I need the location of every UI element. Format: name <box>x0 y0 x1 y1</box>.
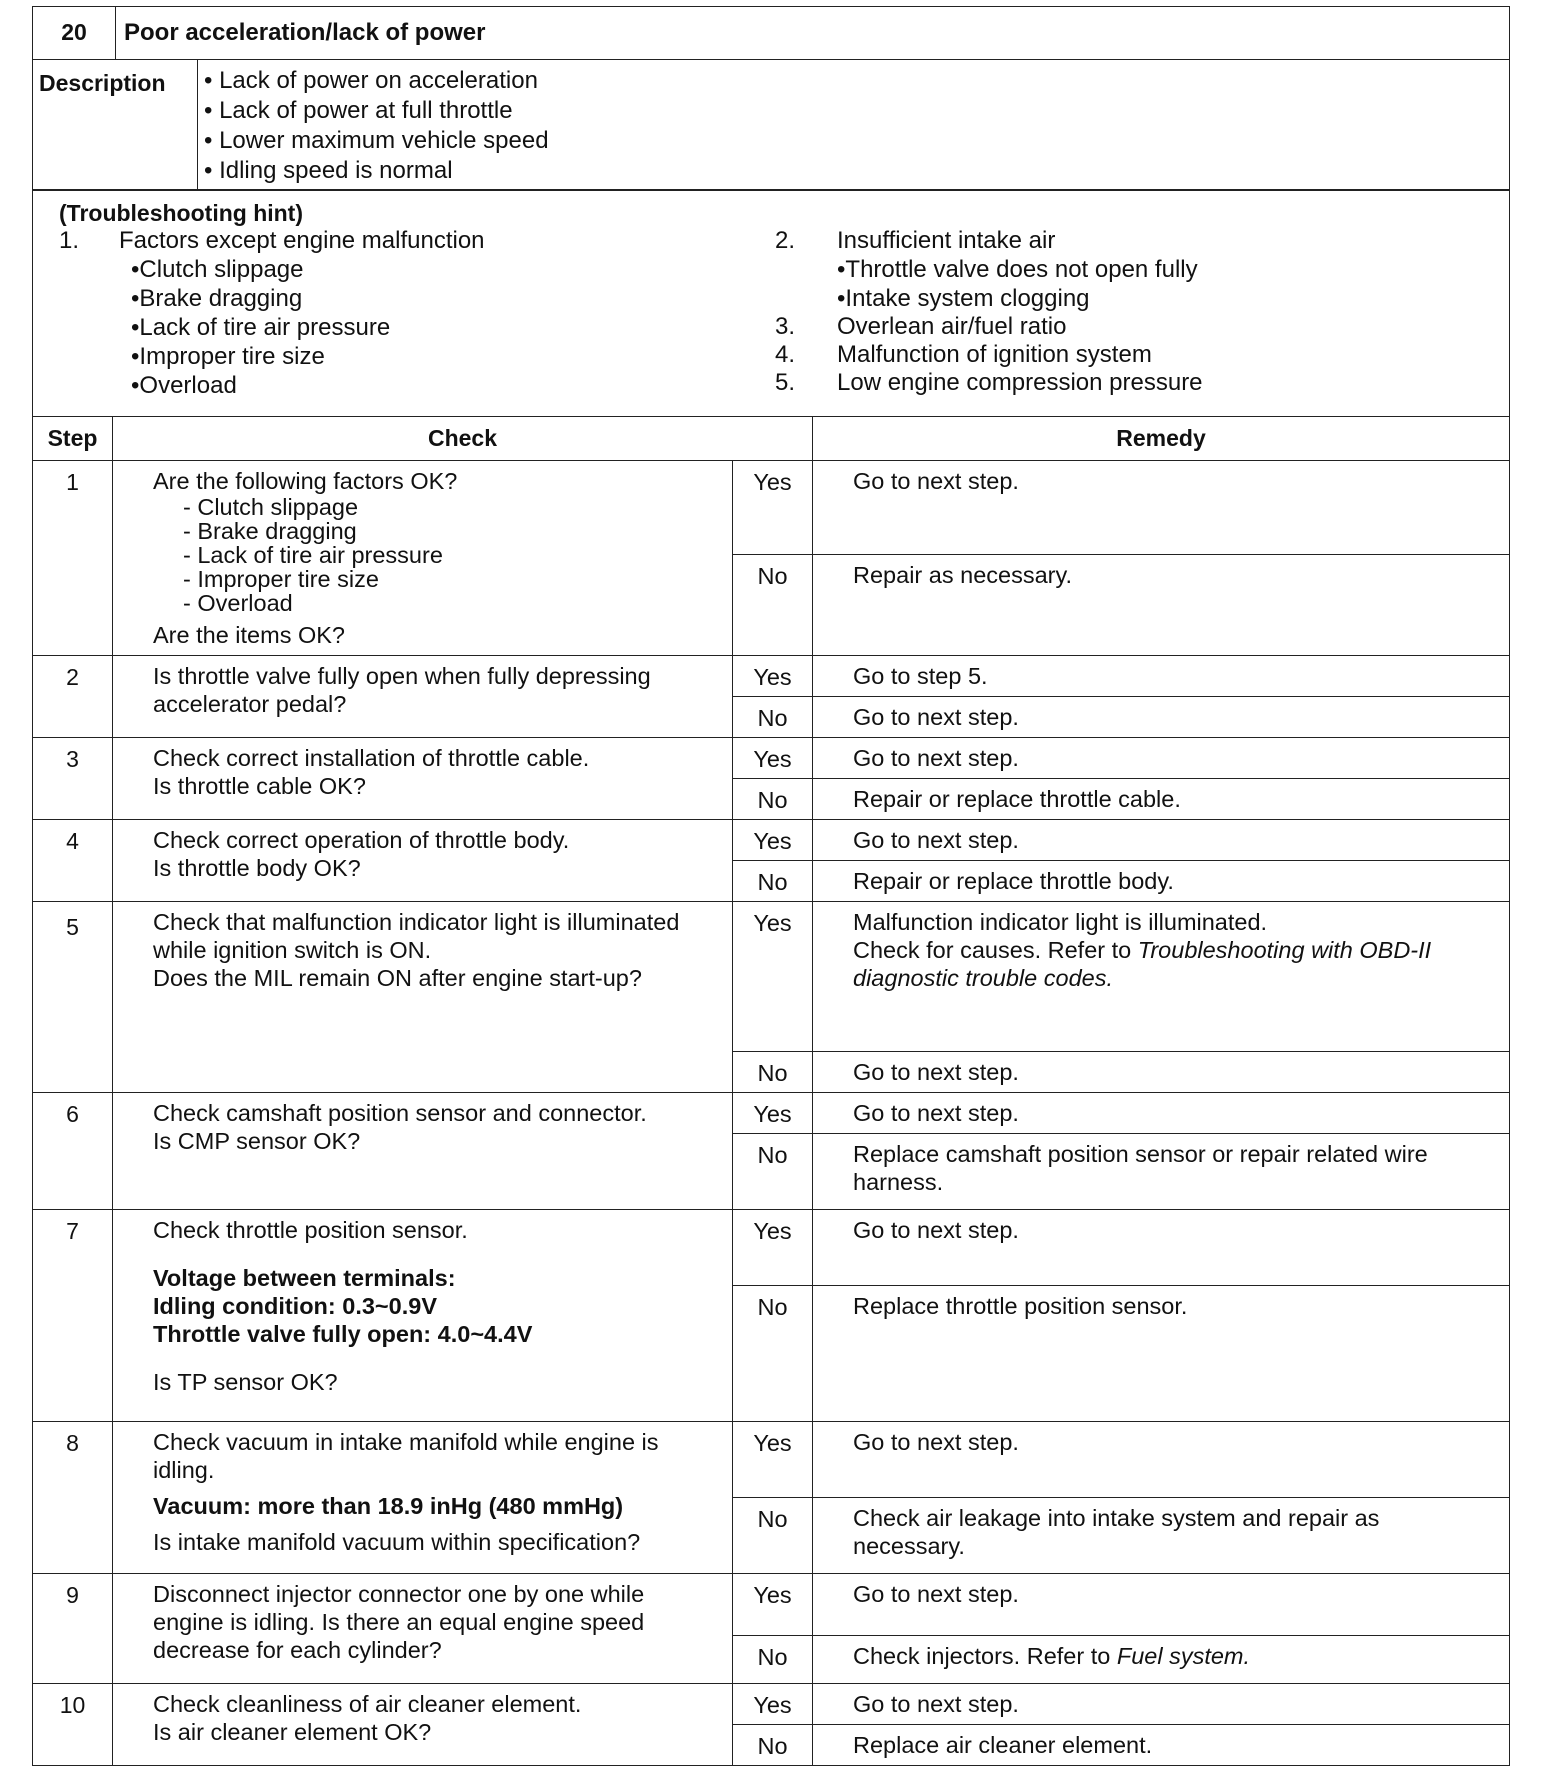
description-item: • Lack of power on acceleration <box>204 66 1503 96</box>
table-row <box>33 1209 1510 1285</box>
remedy-reference-link[interactable]: Troubleshooting with OBD-II diagnostic trouble codes. <box>853 936 1432 991</box>
no-label: No <box>733 1724 813 1765</box>
remedy-yes: Go to next step. <box>813 819 1510 860</box>
check-text: Is throttle body OK? <box>153 854 361 881</box>
remedy-no: Go to next step. <box>813 1051 1510 1092</box>
remedy-text: Malfunction indicator light is illuminated. <box>853 908 1268 935</box>
hint-text: Factors except engine malfunction <box>119 227 485 254</box>
remedy-yes: Go to next step. <box>813 737 1510 778</box>
hint-subitem: • Intake system clogging <box>775 284 1491 313</box>
hint-subitem: • Improper tire size <box>59 342 775 371</box>
section-title: Poor acceleration/lack of power <box>116 7 1510 60</box>
check-cell <box>113 1092 733 1209</box>
steps-table <box>32 416 1510 1766</box>
check-cell <box>113 1209 733 1421</box>
check-cell <box>113 1573 733 1683</box>
hint-text: Overlean air/fuel ratio <box>837 313 1067 340</box>
header-table <box>32 6 1510 60</box>
hint-text: Malfunction of ignition system <box>837 341 1152 368</box>
hint-text: Low engine compression pressure <box>837 369 1203 396</box>
spec-title: Voltage between terminals: <box>153 1264 456 1291</box>
remedy-yes: Go to step 5. <box>813 655 1510 696</box>
check-text: Check cleanliness of air cleaner element. <box>153 1690 582 1717</box>
check-cell <box>113 460 733 655</box>
check-text: Is CMP sensor OK? <box>153 1127 361 1154</box>
no-label: No <box>733 1635 813 1683</box>
yes-label: Yes <box>733 655 813 696</box>
check-question: Are the items OK? <box>153 621 345 648</box>
table-row <box>33 1683 1510 1724</box>
table-row <box>33 1573 1510 1635</box>
troubleshooting-hint <box>33 190 1510 417</box>
check-text: Disconnect injector connector one by one while <box>153 1580 645 1607</box>
column-header-check: Check <box>113 416 813 460</box>
yes-label: Yes <box>733 737 813 778</box>
remedy-no: Replace air cleaner element. <box>813 1724 1510 1765</box>
yes-label: Yes <box>733 1573 813 1635</box>
check-cell <box>113 655 733 737</box>
remedy-reference-link[interactable]: Fuel system. <box>1116 1642 1251 1669</box>
table-row <box>33 1092 1510 1133</box>
yes-label: Yes <box>733 901 813 1051</box>
description-label: Description <box>33 59 198 190</box>
remedy-no: Repair as necessary. <box>813 554 1510 655</box>
hint-subitem: • Throttle valve does not open fully <box>775 255 1491 284</box>
hint-number: 4. <box>775 341 796 368</box>
check-subitem: - Overload <box>183 589 293 616</box>
hint-number: 5. <box>775 369 796 396</box>
description-table <box>32 59 1510 191</box>
step-number: 5 <box>33 901 113 1092</box>
column-header-remedy: Remedy <box>813 416 1510 460</box>
check-subitem: - Clutch slippage <box>183 493 359 520</box>
remedy-no: Check air leakage into intake system and repair as necessary. <box>813 1497 1510 1573</box>
remedy-yes: Go to next step. <box>813 1421 1510 1497</box>
table-row <box>33 460 1510 554</box>
check-question: Is TP sensor OK? <box>153 1368 338 1395</box>
no-label: No <box>733 1497 813 1573</box>
yes-label: Yes <box>733 1421 813 1497</box>
step-number: 1 <box>33 460 113 655</box>
hint-title: (Troubleshooting hint) <box>59 200 304 226</box>
no-label: No <box>733 1051 813 1092</box>
hint-number: 1. <box>59 227 80 254</box>
table-row <box>33 819 1510 860</box>
step-number: 3 <box>33 737 113 819</box>
check-text: accelerator pedal? <box>153 690 347 717</box>
check-text: while ignition switch is ON. <box>153 936 432 963</box>
check-cell <box>113 737 733 819</box>
remedy-yes: Go to next step. <box>813 1573 1510 1635</box>
check-text: Is air cleaner element OK? <box>153 1718 432 1745</box>
troubleshooting-sheet <box>32 6 1510 1766</box>
remedy-no: Replace camshaft position sensor or repair related wire harness. <box>813 1133 1510 1209</box>
table-row <box>33 1421 1510 1497</box>
step-number: 6 <box>33 1092 113 1209</box>
yes-label: Yes <box>733 1092 813 1133</box>
check-question: Does the MIL remain ON after engine start-up? <box>153 964 642 991</box>
step-number: 8 <box>33 1421 113 1573</box>
hint-subitem: • Overload <box>59 371 775 400</box>
description-item: • Lower maximum vehicle speed <box>204 126 1503 156</box>
hint-text: Insufficient intake air <box>837 227 1056 254</box>
hint-right-column <box>775 227 1491 400</box>
description-item: • Lack of power at full throttle <box>204 96 1503 126</box>
step-number: 7 <box>33 1209 113 1421</box>
column-header-step: Step <box>33 416 113 460</box>
check-text: Check vacuum in intake manifold while engine is idling. <box>153 1428 659 1483</box>
no-label: No <box>733 554 813 655</box>
no-label: No <box>733 1133 813 1209</box>
spec-value: Vacuum: more than 18.9 inHg (480 mmHg) <box>153 1492 624 1519</box>
check-cell <box>113 819 733 901</box>
check-cell <box>113 901 733 1092</box>
step-number: 9 <box>33 1573 113 1683</box>
check-text: Check throttle position sensor. <box>153 1216 468 1243</box>
remedy-text: Check injectors. Refer to <box>853 1642 1117 1669</box>
description-list <box>198 59 1510 190</box>
no-label: No <box>733 860 813 901</box>
no-label: No <box>733 1285 813 1421</box>
check-text: engine is idling. Is there an equal engine speed <box>153 1608 645 1635</box>
hint-table <box>32 189 1510 417</box>
check-text: Is throttle valve fully open when fully depressing <box>153 662 651 689</box>
check-text: Check that malfunction indicator light is illuminated <box>153 908 680 935</box>
no-label: No <box>733 696 813 737</box>
yes-label: Yes <box>733 819 813 860</box>
hint-subitem: • Brake dragging <box>59 284 775 313</box>
no-label: No <box>733 778 813 819</box>
table-row <box>33 737 1510 778</box>
check-text: Check correct operation of throttle body. <box>153 826 570 853</box>
remedy-no: Repair or replace throttle body. <box>813 860 1510 901</box>
yes-label: Yes <box>733 1683 813 1724</box>
remedy-yes: Go to next step. <box>813 1683 1510 1724</box>
check-cell <box>113 1421 733 1573</box>
remedy-text: Check for causes. Refer to <box>853 936 1138 963</box>
check-subitem: - Lack of tire air pressure <box>183 541 443 568</box>
remedy-no: Repair or replace throttle cable. <box>813 778 1510 819</box>
remedy-yes: Go to next step. <box>813 460 1510 554</box>
remedy-no: Replace throttle position sensor. <box>813 1285 1510 1421</box>
check-subitem: - Improper tire size <box>183 565 379 592</box>
table-row <box>33 901 1510 1051</box>
table-row <box>33 655 1510 696</box>
step-number: 10 <box>33 1683 113 1765</box>
check-subitem: - Brake dragging <box>183 517 357 544</box>
hint-left-column <box>59 227 775 400</box>
step-number: 4 <box>33 819 113 901</box>
hint-subitem: • Lack of tire air pressure <box>59 313 775 342</box>
yes-label: Yes <box>733 460 813 554</box>
step-number: 2 <box>33 655 113 737</box>
yes-label: Yes <box>733 1209 813 1285</box>
spec-value: Idling condition: 0.3~0.9V <box>153 1292 437 1319</box>
spec-value: Throttle valve fully open: 4.0~4.4V <box>153 1320 533 1347</box>
check-text: Are the following factors OK? <box>153 467 458 494</box>
check-text: decrease for each cylinder? <box>153 1636 442 1663</box>
description-item: • Idling speed is normal <box>204 156 1503 186</box>
remedy-yes: Go to next step. <box>813 1092 1510 1133</box>
check-text: Is throttle cable OK? <box>153 772 366 799</box>
remedy-yes: Go to next step. <box>813 1209 1510 1285</box>
check-text: Check correct installation of throttle cable. <box>153 744 590 771</box>
hint-number: 3. <box>775 313 796 340</box>
section-number: 20 <box>33 7 116 60</box>
remedy-no <box>813 1635 1510 1683</box>
check-cell <box>113 1683 733 1765</box>
remedy-yes <box>813 901 1510 1051</box>
check-text: Check camshaft position sensor and connector. <box>153 1099 647 1126</box>
hint-number: 2. <box>775 227 796 254</box>
remedy-no: Go to next step. <box>813 696 1510 737</box>
hint-subitem: • Clutch slippage <box>59 255 775 284</box>
check-question: Is intake manifold vacuum within specification? <box>153 1528 641 1555</box>
